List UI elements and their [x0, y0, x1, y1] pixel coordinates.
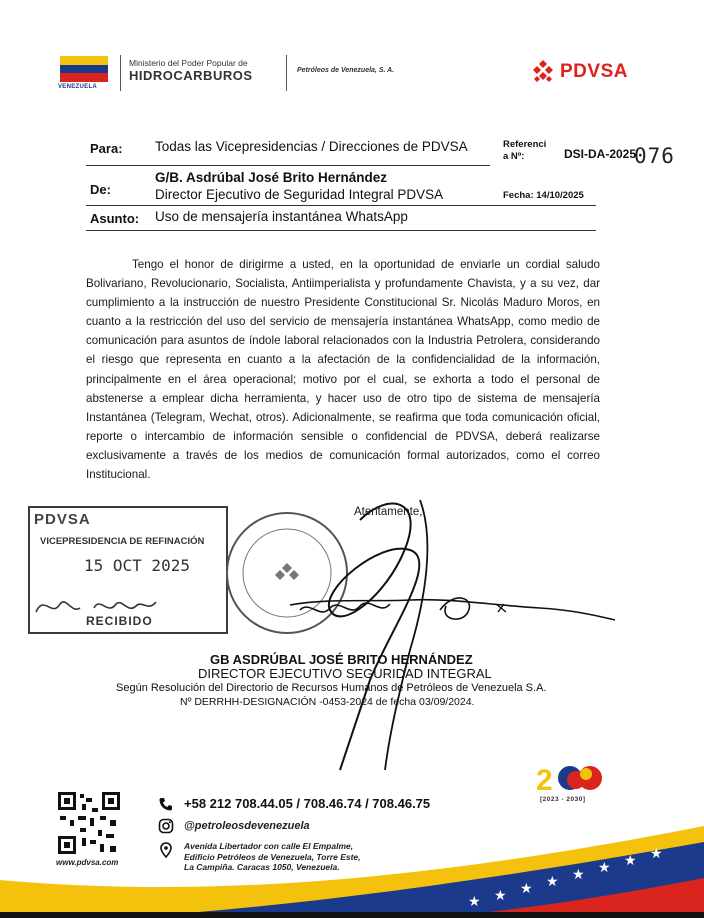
stamp-received: RECIBIDO	[86, 614, 153, 628]
ref-handwritten-number: 076	[634, 144, 675, 168]
ref-label-2: a Nº:	[503, 151, 525, 162]
asunto-label: Asunto:	[90, 211, 140, 226]
closing: Atentamente,	[354, 506, 423, 518]
qr-code	[56, 790, 122, 856]
svg-text:★: ★	[598, 859, 611, 875]
stamp-date: 15 OCT 2025	[84, 556, 190, 575]
fecha-value: Fecha: 14/10/2025	[503, 190, 584, 201]
rule-3	[86, 230, 596, 231]
svg-text:★: ★	[650, 845, 663, 861]
signatory-resolution: Según Resolución del Directorio de Recursos Humanos de Petróleos de Venezuela S.A.	[116, 682, 547, 694]
ref-label-1: Referenci	[503, 139, 547, 150]
de-line1: G/B. Asdrúbal José Brito Hernández	[155, 170, 388, 185]
company-name: Petróleos de Venezuela, S. A.	[297, 67, 395, 74]
de-label: De:	[90, 182, 111, 197]
pdvsa-logo-icon	[530, 59, 556, 85]
venezuela-flag	[60, 56, 108, 82]
pdvsa-logo-text: PDVSA	[560, 61, 628, 82]
ministry-line2: HIDROCARBUROS	[129, 68, 253, 83]
footer-phone: +58 212 708.44.05 / 708.46.74 / 708.46.75	[184, 796, 431, 811]
stamp-department: VICEPRESIDENCIA DE REFINACIÓN	[40, 536, 205, 547]
header-divider-2	[286, 55, 287, 91]
stamp-logo: PDVSA	[34, 511, 91, 528]
svg-text:★: ★	[624, 852, 637, 868]
para-label: Para:	[90, 141, 123, 156]
footer-address	[184, 841, 361, 873]
address-line3: La Campiña. Caracas 1050, Venezuela.	[184, 862, 340, 872]
ministry-line1: Ministerio del Poder Popular de	[129, 58, 248, 68]
address-line1: Avenida Libertador con calle El Empalme,	[184, 841, 354, 851]
memo-body	[86, 255, 600, 484]
body-paragraph: Tengo el honor de dirigirme a usted, en la oportunidad de enviarle un cordial saludo Bolivariano, Revolucionario, Socialista, Antiimperialista y profundamente Chavista, y a su vez, dar cumplimiento a la instrucción de nuestro Presidente Constitucional Sr. Nicolás Maduro Moros, en cuanto a la restricción del uso del servicio de mensajería instantánea WhatsApp, como medio de comunicación para asuntos de índole laboral relacionados con la Industria Petrolera, considerando el riesgo que representa en cuanto a la afectación de la confidencialidad de la información, principalmente en el área operacional; motivo por el cual, se exhorta a todo el personal de abstenerse a emplear dicha herramienta, y hacer uso de otro tipo de sistema de mensajería Instantánea (Telegram, Wechat, otros). Adicionalmente, se reafirma que toda comunicación oficial, reporte o intercambio de información sensible o confidencial de PDVSA, deberá realizarse exclusivamente a través de los medios de comunicación formal autorizados, como el correo Institucional.	[86, 258, 600, 482]
rule-1	[86, 165, 490, 166]
svg-text:★: ★	[572, 866, 585, 882]
rule-2	[86, 205, 596, 206]
svg-text:★: ★	[546, 873, 559, 889]
para-value: Todas las Vicepresidencias / Direcciones de PDVSA	[155, 139, 468, 154]
signatory-designation: Nº DERRHH-DESIGNACIÓN -0453-2024 de fecha 03/09/2024.	[180, 696, 475, 708]
de-line2: Director Ejecutivo de Seguridad Integral PDVSA	[155, 187, 444, 202]
phone-icon	[158, 796, 174, 812]
instagram-icon	[158, 818, 174, 834]
signatory-name: GB ASDRÚBAL JOSÉ BRITO HERNÁNDEZ	[210, 652, 473, 667]
svg-text:2: 2	[536, 764, 553, 797]
footer-instagram[interactable]: @petroleosdevenezuela	[184, 820, 310, 832]
svg-text:★: ★	[494, 887, 507, 903]
ref-value: DSI-DA-2025	[564, 147, 637, 161]
website-link[interactable]: www.pdvsa.com	[56, 858, 119, 867]
svg-text:★: ★	[520, 880, 533, 896]
signature-scribble	[240, 480, 630, 780]
address-line2: Edificio Petróleos de Venezuela, Torre Este,	[184, 851, 361, 862]
svg-text:★: ★	[468, 893, 481, 909]
flag-caption: VENEZUELA	[58, 84, 98, 90]
signatory-title: DIRECTOR EJECUTIVO SEGURIDAD INTEGRAL	[198, 666, 492, 681]
asunto-value: Uso de mensajería instantánea WhatsApp	[155, 209, 408, 224]
location-icon	[158, 842, 174, 858]
header-divider	[120, 55, 121, 91]
anniversary-years: [2023 - 2030]	[540, 796, 586, 803]
